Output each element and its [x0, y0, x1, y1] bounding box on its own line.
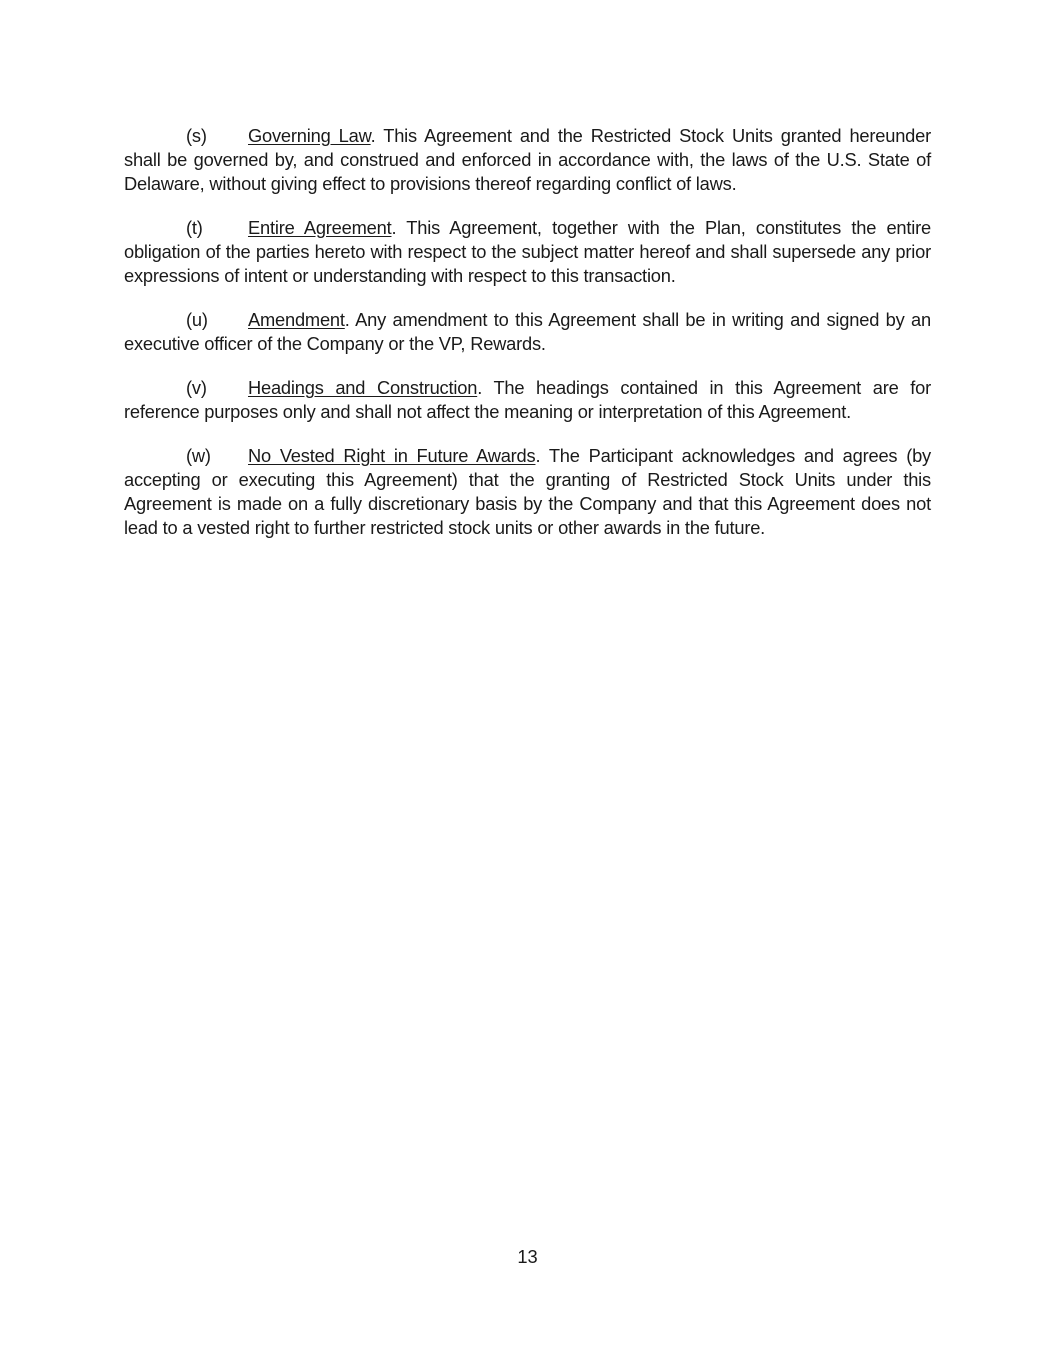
clause-heading: No Vested Right in Future Awards — [248, 445, 536, 466]
clause-label: (t) — [186, 217, 203, 238]
clause-s — [124, 124, 931, 196]
clause-text: . This Agreement, together with the Plan, constitutes the entire obligation of the parties hereto with respect to the subject matter hereof and shall supersede any prior expressions of intent or understanding with respect to this transaction. — [124, 217, 931, 286]
page-number: 13 — [517, 1246, 538, 1267]
clause-text: . The Participant acknowledges and agrees (by accepting or executing this Agreement) that the granting of Restricted Stock Units under this Agreement is made on a fully discretionary basis by the Company and that this Agreement does not lead to a vested right to further restricted stock units or other awards in the future. — [124, 445, 931, 538]
clause-t — [124, 216, 931, 288]
document-body — [124, 124, 931, 560]
clause-text: . This Agreement and the Restricted Stock Units granted hereunder shall be governed by, and construed and enforced in accordance with, the laws of the U.S. State of Delaware, without giving effect to provisions thereof regarding conflict of laws. — [124, 125, 932, 194]
clause-label: (s) — [186, 125, 207, 146]
clause-w — [124, 444, 931, 540]
clause-heading: Governing Law — [248, 125, 371, 146]
clause-text: . Any amendment to this Agreement shall be in writing and signed by an executive officer of the Company or the VP, Rewards. — [124, 309, 931, 354]
clause-v — [124, 376, 931, 424]
clause-heading: Headings and Construction — [248, 377, 478, 398]
clause-heading: Amendment — [248, 309, 345, 330]
clause-u — [124, 308, 931, 356]
clause-heading: Entire Agreement — [248, 217, 392, 238]
clause-label: (w) — [186, 445, 211, 466]
clause-label: (v) — [186, 377, 207, 398]
clause-text: . The headings contained in this Agreement are for reference purposes only and shall not affect the meaning or interpretation of this Agreement. — [124, 377, 931, 422]
clause-label: (u) — [186, 309, 208, 330]
